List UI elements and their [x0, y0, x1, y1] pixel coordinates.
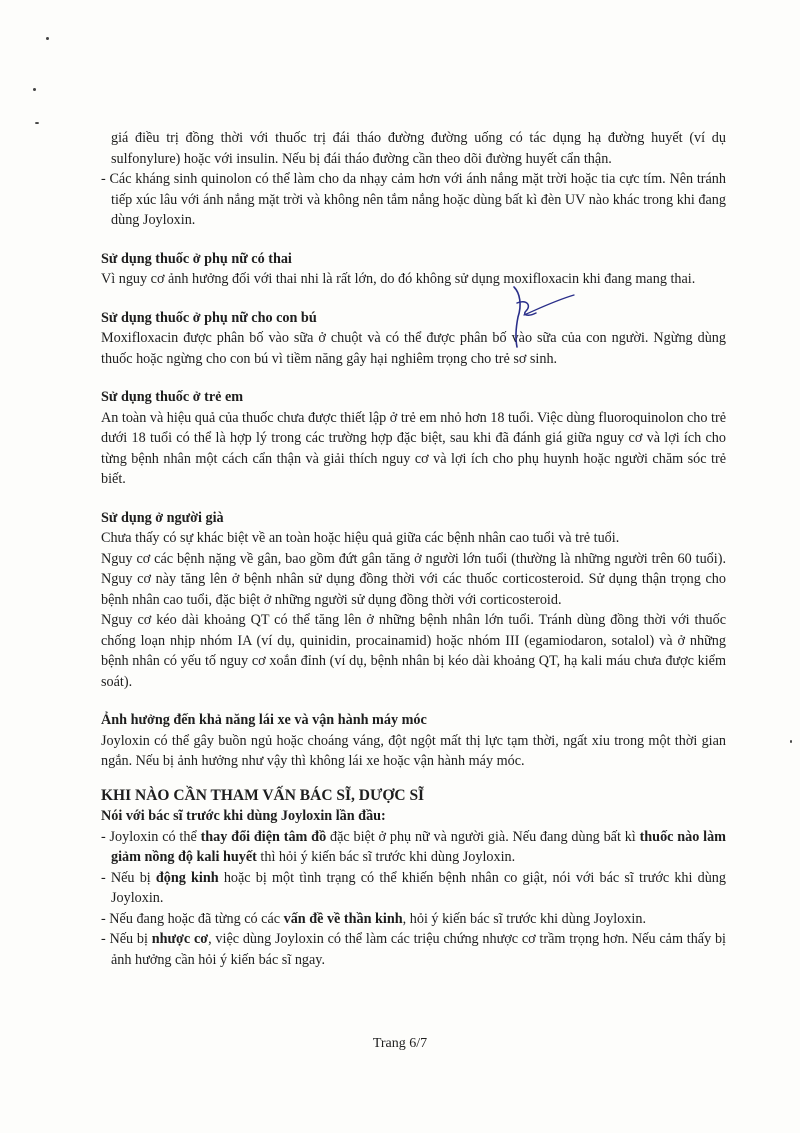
- list-item-text: đặc biệt ở phụ nữ và người già. Nếu đang dùng bất kì: [326, 828, 640, 845]
- text-children: An toàn và hiệu quả của thuốc chưa được thiết lập ở trẻ em nhỏ hơn 18 tuổi. Việc dùng fluoroquinolon cho trẻ dưới 18 tuổi có thể là hợp lý trong các trường hợp đặc biệt, sau khi đã đánh giá giữa nguy cơ và lợi ích cho từng bệnh nhân một cách cẩn thận và giải thích nguy cơ và lợi ích cho phụ huynh hoặc người chăm sóc trẻ biết.: [101, 409, 727, 487]
- list-item-ecg: [101, 827, 726, 868]
- list-item-myasthenia: [101, 929, 726, 970]
- list-item-neuro: [101, 909, 726, 930]
- handwritten-signature: [502, 283, 582, 353]
- list-item-epilepsy: [101, 868, 726, 909]
- heading-breastfeeding: Sử dụng thuốc ở phụ nữ cho con bú: [101, 309, 317, 326]
- scan-speck: [46, 37, 49, 40]
- text-elderly-3: Nguy cơ kéo dài khoảng QT có thể tăng lên ở những bệnh nhân lớn tuổi. Tránh dùng đồng thời với thuốc chống loạn nhịp nhóm IA (ví dụ, quinidin, procainamid) hoặc nhóm III (egamiodaron, sotalol) và ở những bệnh nhân có yếu tố nguy cơ xoắn đỉnh (ví dụ, bệnh nhân bị kéo dài khoảng QT, hạ kali máu chưa được kiểm soát).: [101, 612, 726, 690]
- text-breastfeeding: Moxifloxacin được phân bố vào sữa ở chuột và có thể được phân bố vào sữa của con người. Ngừng dùng thuốc hoặc ngừng cho con bú vì tiềm năng gây hại nghiêm trọng cho trẻ sơ sinh.: [101, 330, 726, 367]
- list-item-text: - Nếu bị: [101, 869, 156, 886]
- paragraph-continuation: giá điều trị đồng thời với thuốc trị đái tháo đường đường uống có tác dụng hạ đường huyết (ví dụ sulfonylure) hoặc với insulin. Nếu bị đái tháo đường cần theo dõi đường huyết cẩn thận.: [111, 130, 726, 167]
- heading-children: Sử dụng thuốc ở trẻ em: [101, 389, 244, 405]
- text-elderly-2: Nguy cơ các bệnh nặng về gân, bao gồm đứt gân tăng ở người lớn tuổi (thường là những người trên 60 tuổi). Nguy cơ này tăng lên ở bệnh nhân sử dụng đồng thời với các thuốc corticosteroid. Sử dụng thận trọng cho bệnh nhân cao tuổi, đặc biệt ở những người sử dụng đồng thời với corticosteroid.: [101, 550, 726, 608]
- text-elderly-1: Chưa thấy có sự khác biệt về an toàn hoặc hiệu quả giữa các bệnh nhân cao tuổi và trẻ tuổi.: [101, 530, 620, 546]
- list-item-emphasis: thuốc nào làm giảm nồng độ kali huyết: [111, 828, 727, 865]
- scan-speck: [33, 88, 36, 91]
- list-item-text: - Joyloxin có thể: [101, 828, 201, 845]
- document-body: [101, 128, 726, 970]
- text-driving: Joyloxin có thể gây buồn ngủ hoặc choáng váng, đột ngột mất thị lực tạm thời, ngất xỉu trong một thời gian ngắn. Nếu bị ảnh hưởng như vậy thì không lái xe hoặc vận hành máy móc.: [101, 732, 726, 769]
- subtitle-consult: Nói với bác sĩ trước khi dùng Joyloxin lần đầu:: [101, 808, 386, 824]
- bullet-quinolone-sensitivity: - Các kháng sinh quinolon có thể làm cho da nhạy cảm hơn với ánh nắng mặt trời hoặc tia cực tím. Nên tránh tiếp xúc lâu với ánh nắng mặt trời và không nên tắm nắng hoặc dùng bất kì đèn UV nào khác trong khi đang dùng Joyloxin.: [101, 171, 726, 228]
- heading-pregnant: Sử dụng thuốc ở phụ nữ có thai: [101, 250, 292, 267]
- section-title-consult: KHI NÀO CẦN THAM VẤN BÁC SĨ, DƯỢC SĨ: [101, 786, 425, 804]
- list-item-text: hoặc bị một tình trạng có thể khiến bệnh nhân co giật, nói với bác sĩ trước khi dùng Joyloxin.: [111, 869, 726, 906]
- scan-speck: [35, 122, 39, 124]
- list-item-text: - Nếu đang hoặc đã từng có các: [101, 910, 284, 927]
- list-item-text: thì hỏi ý kiến bác sĩ trước khi dùng Joyloxin.: [256, 849, 516, 865]
- scan-speck: [790, 740, 792, 743]
- text-pregnant: Vì nguy cơ ảnh hưởng đối với thai nhi là rất lớn, do đó không sử dụng moxifloxacin khi đang mang thai.: [101, 271, 696, 287]
- list-item-emphasis: vấn đề về thần kinh: [283, 910, 403, 927]
- list-item-emphasis: nhược cơ: [151, 931, 209, 947]
- list-item-text: - Nếu bị: [101, 931, 152, 947]
- page-number: Trang 6/7: [372, 1036, 428, 1051]
- list-item-emphasis: động kinh: [155, 869, 219, 886]
- list-item-emphasis: thay đổi điện tâm đồ: [200, 828, 327, 845]
- heading-elderly: Sử dụng ở người già: [101, 509, 224, 526]
- heading-driving: Ảnh hưởng đến khả năng lái xe và vận hành máy móc: [101, 712, 427, 728]
- list-item-text: , hỏi ý kiến bác sĩ trước khi dùng Joyloxin.: [402, 910, 647, 927]
- list-item-text: , việc dùng Joyloxin có thể làm các triệu chứng nhược cơ trầm trọng hơn. Nếu cảm thấy bị ảnh hưởng cần hỏi ý kiến bác sĩ ngay.: [111, 931, 726, 968]
